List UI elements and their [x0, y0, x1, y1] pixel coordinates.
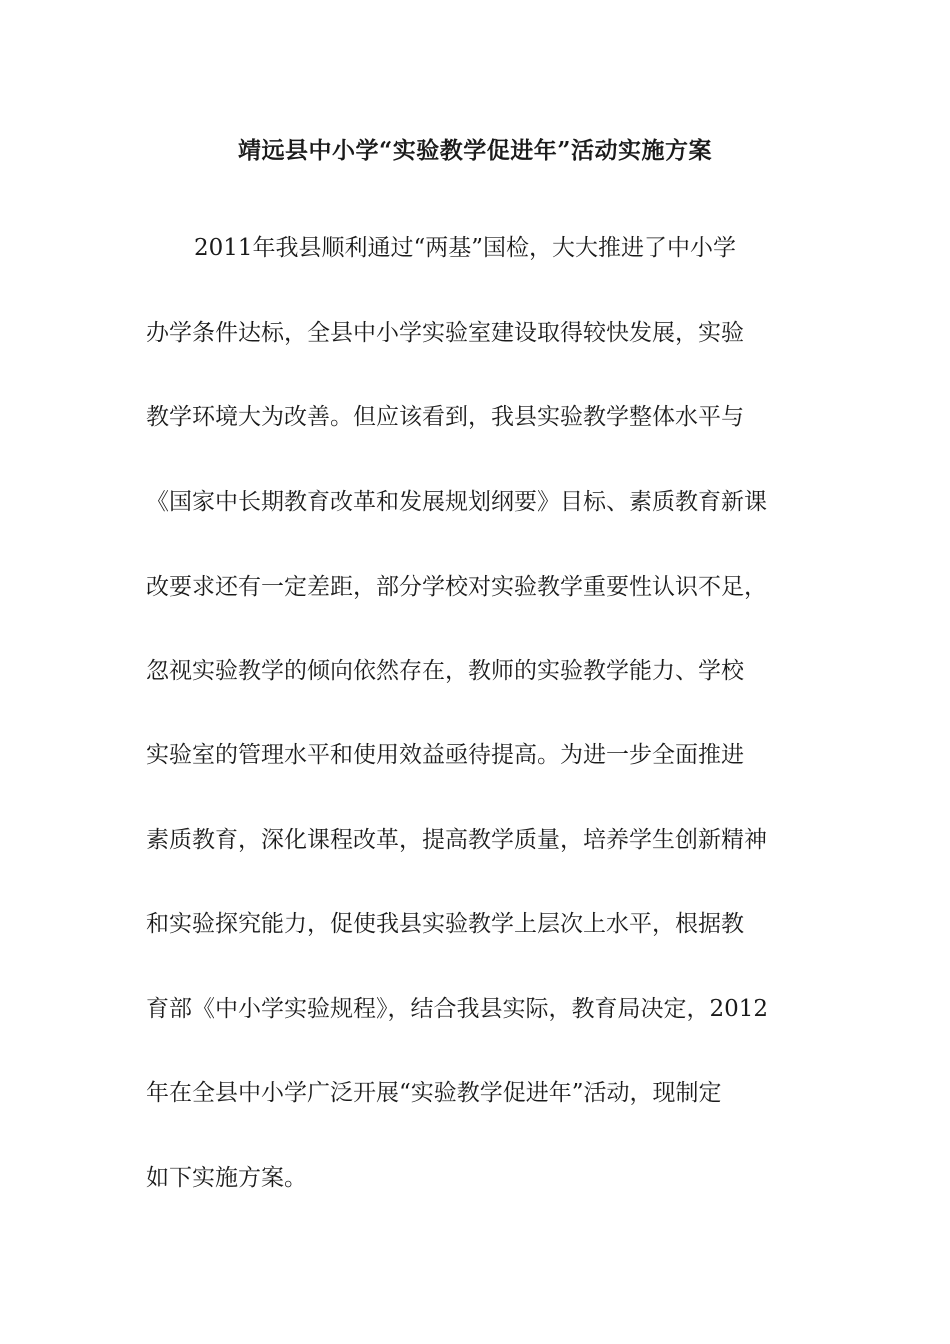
- paragraph-line: 素质教育，深化课程改革，提高教学质量，培养学生创新精神: [146, 827, 767, 853]
- paragraph-line: 2011年我县顺利通过“两基”国检，大大推进了中小学: [194, 235, 737, 261]
- paragraph-line: 实验室的管理水平和使用效益亟待提高。为进一步全面推进: [146, 742, 744, 768]
- paragraph-line: 育部《中小学实验规程》，结合我县实际，教育局决定，2012: [146, 996, 769, 1022]
- paragraph-line: 改要求还有一定差距，部分学校对实验教学重要性认识不足，: [146, 574, 767, 600]
- paragraph-line: 如下实施方案。: [146, 1165, 307, 1191]
- paragraph-line: 和实验探究能力，促使我县实验教学上层次上水平，根据教: [146, 911, 744, 937]
- paragraph-line: 年在全县中小学广泛开展“实验教学促进年”活动，现制定: [146, 1080, 722, 1106]
- paragraph-line: 教学环境大为改善。但应该看到，我县实验教学整体水平与: [146, 404, 744, 430]
- document-title: 靖远县中小学“实验教学促进年”活动实施方案: [238, 137, 712, 164]
- paragraph-line: 《国家中长期教育改革和发展规划纲要》目标、素质教育新课: [146, 489, 767, 515]
- paragraph-line: 忽视实验教学的倾向依然存在，教师的实验教学能力、学校: [146, 658, 744, 684]
- paragraph-line: 办学条件达标，全县中小学实验室建设取得较快发展，实验: [146, 320, 744, 346]
